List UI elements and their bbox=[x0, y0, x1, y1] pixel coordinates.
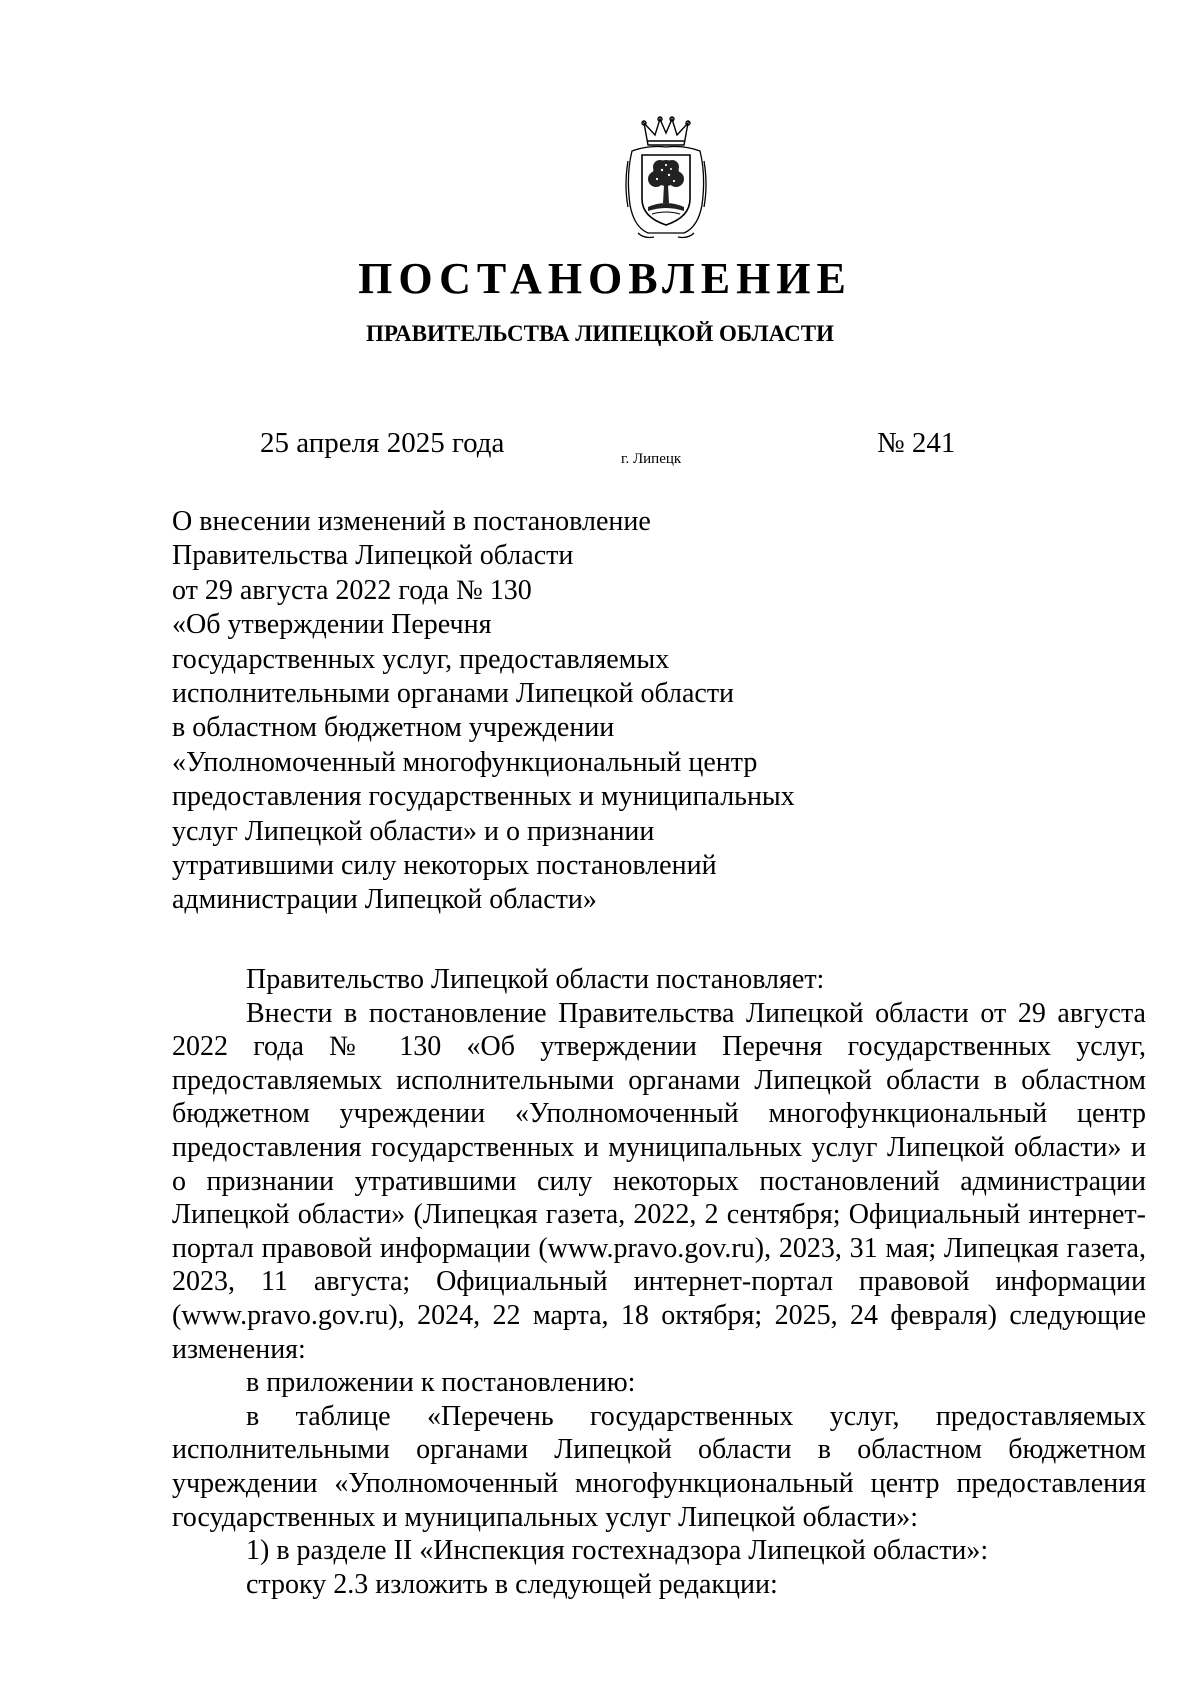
subject-line: предоставления государственных и муниципальных bbox=[172, 781, 795, 813]
body-paragraph: строку 2.3 изложить в следующей редакции: bbox=[246, 1568, 778, 1600]
document-body bbox=[172, 963, 1146, 1601]
document-number: № 241 bbox=[877, 427, 956, 459]
issuing-authority: ПРАВИТЕЛЬСТВА ЛИПЕЦКОЙ ОБЛАСТИ bbox=[366, 321, 834, 346]
body-paragraph: в приложении к постановлению: bbox=[246, 1367, 636, 1399]
subject-line: услуг Липецкой области» и о признании bbox=[172, 815, 655, 847]
subject-line: Правительства Липецкой области bbox=[172, 540, 574, 572]
subject-line: администрации Липецкой области» bbox=[172, 884, 597, 916]
subject-line: «Уполномоченный многофункциональный центр bbox=[172, 746, 758, 778]
document-subject bbox=[172, 505, 872, 918]
subject-line: «Об утверждении Перечня bbox=[172, 609, 492, 641]
subject-line: О внесении изменений в постановление bbox=[172, 506, 651, 537]
body-paragraph: 1) в разделе II «Инспекция гостехнадзора Липецкой области»: bbox=[246, 1535, 989, 1567]
coat-of-arms-icon bbox=[624, 115, 708, 239]
subject-line: исполнительными органами Липецкой области bbox=[172, 678, 735, 710]
document-city: г. Липецк bbox=[621, 451, 682, 467]
body-paragraph: Внести в постановление Правительства Липецкой области от 29 августа 2022 года № 130 «Об утверждении Перечня государственных услуг, предоставляемых исполнительными органами Липецкой области в областном бюджетном учреждении «Уполномоченный многофункциональный центр предоставления государственных и муниципальных услуг Липецкой области» и о признании утратившими силу некоторых постановлений администрации Липецкой области» (Липецкая газета, 2022, 2 сентября; Официальный интернет-портал правовой информации (www.pravo.gov.ru), 2023, 31 мая; Липецкая газета, 2023, 11 августа; Официальный интернет-портал правовой информации (www.pravo.gov.ru), 2024, 22 марта, 18 октября; 2025, 24 февраля) следующие изменения: bbox=[172, 997, 1146, 1365]
document-type-title: ПОСТАНОВЛЕНИЕ bbox=[358, 254, 852, 303]
subject-line: в областном бюджетном учреждении bbox=[172, 712, 615, 744]
subject-line: от 29 августа 2022 года № 130 bbox=[172, 574, 532, 606]
body-paragraph: в таблице «Перечень государственных услуг, предоставляемых исполнительными органами Липецкой области в областном бюджетном учреждении «Уполномоченный многофункциональный центр предоставления государственных и муниципальных услуг Липецкой области»: bbox=[172, 1400, 1146, 1533]
body-paragraph: Правительство Липецкой области постановляет: bbox=[246, 964, 825, 995]
subject-line: утратившими силу некоторых постановлений bbox=[172, 850, 717, 882]
document-date: 25 апреля 2025 года bbox=[260, 427, 505, 459]
subject-line: государственных услуг, предоставляемых bbox=[172, 643, 670, 675]
